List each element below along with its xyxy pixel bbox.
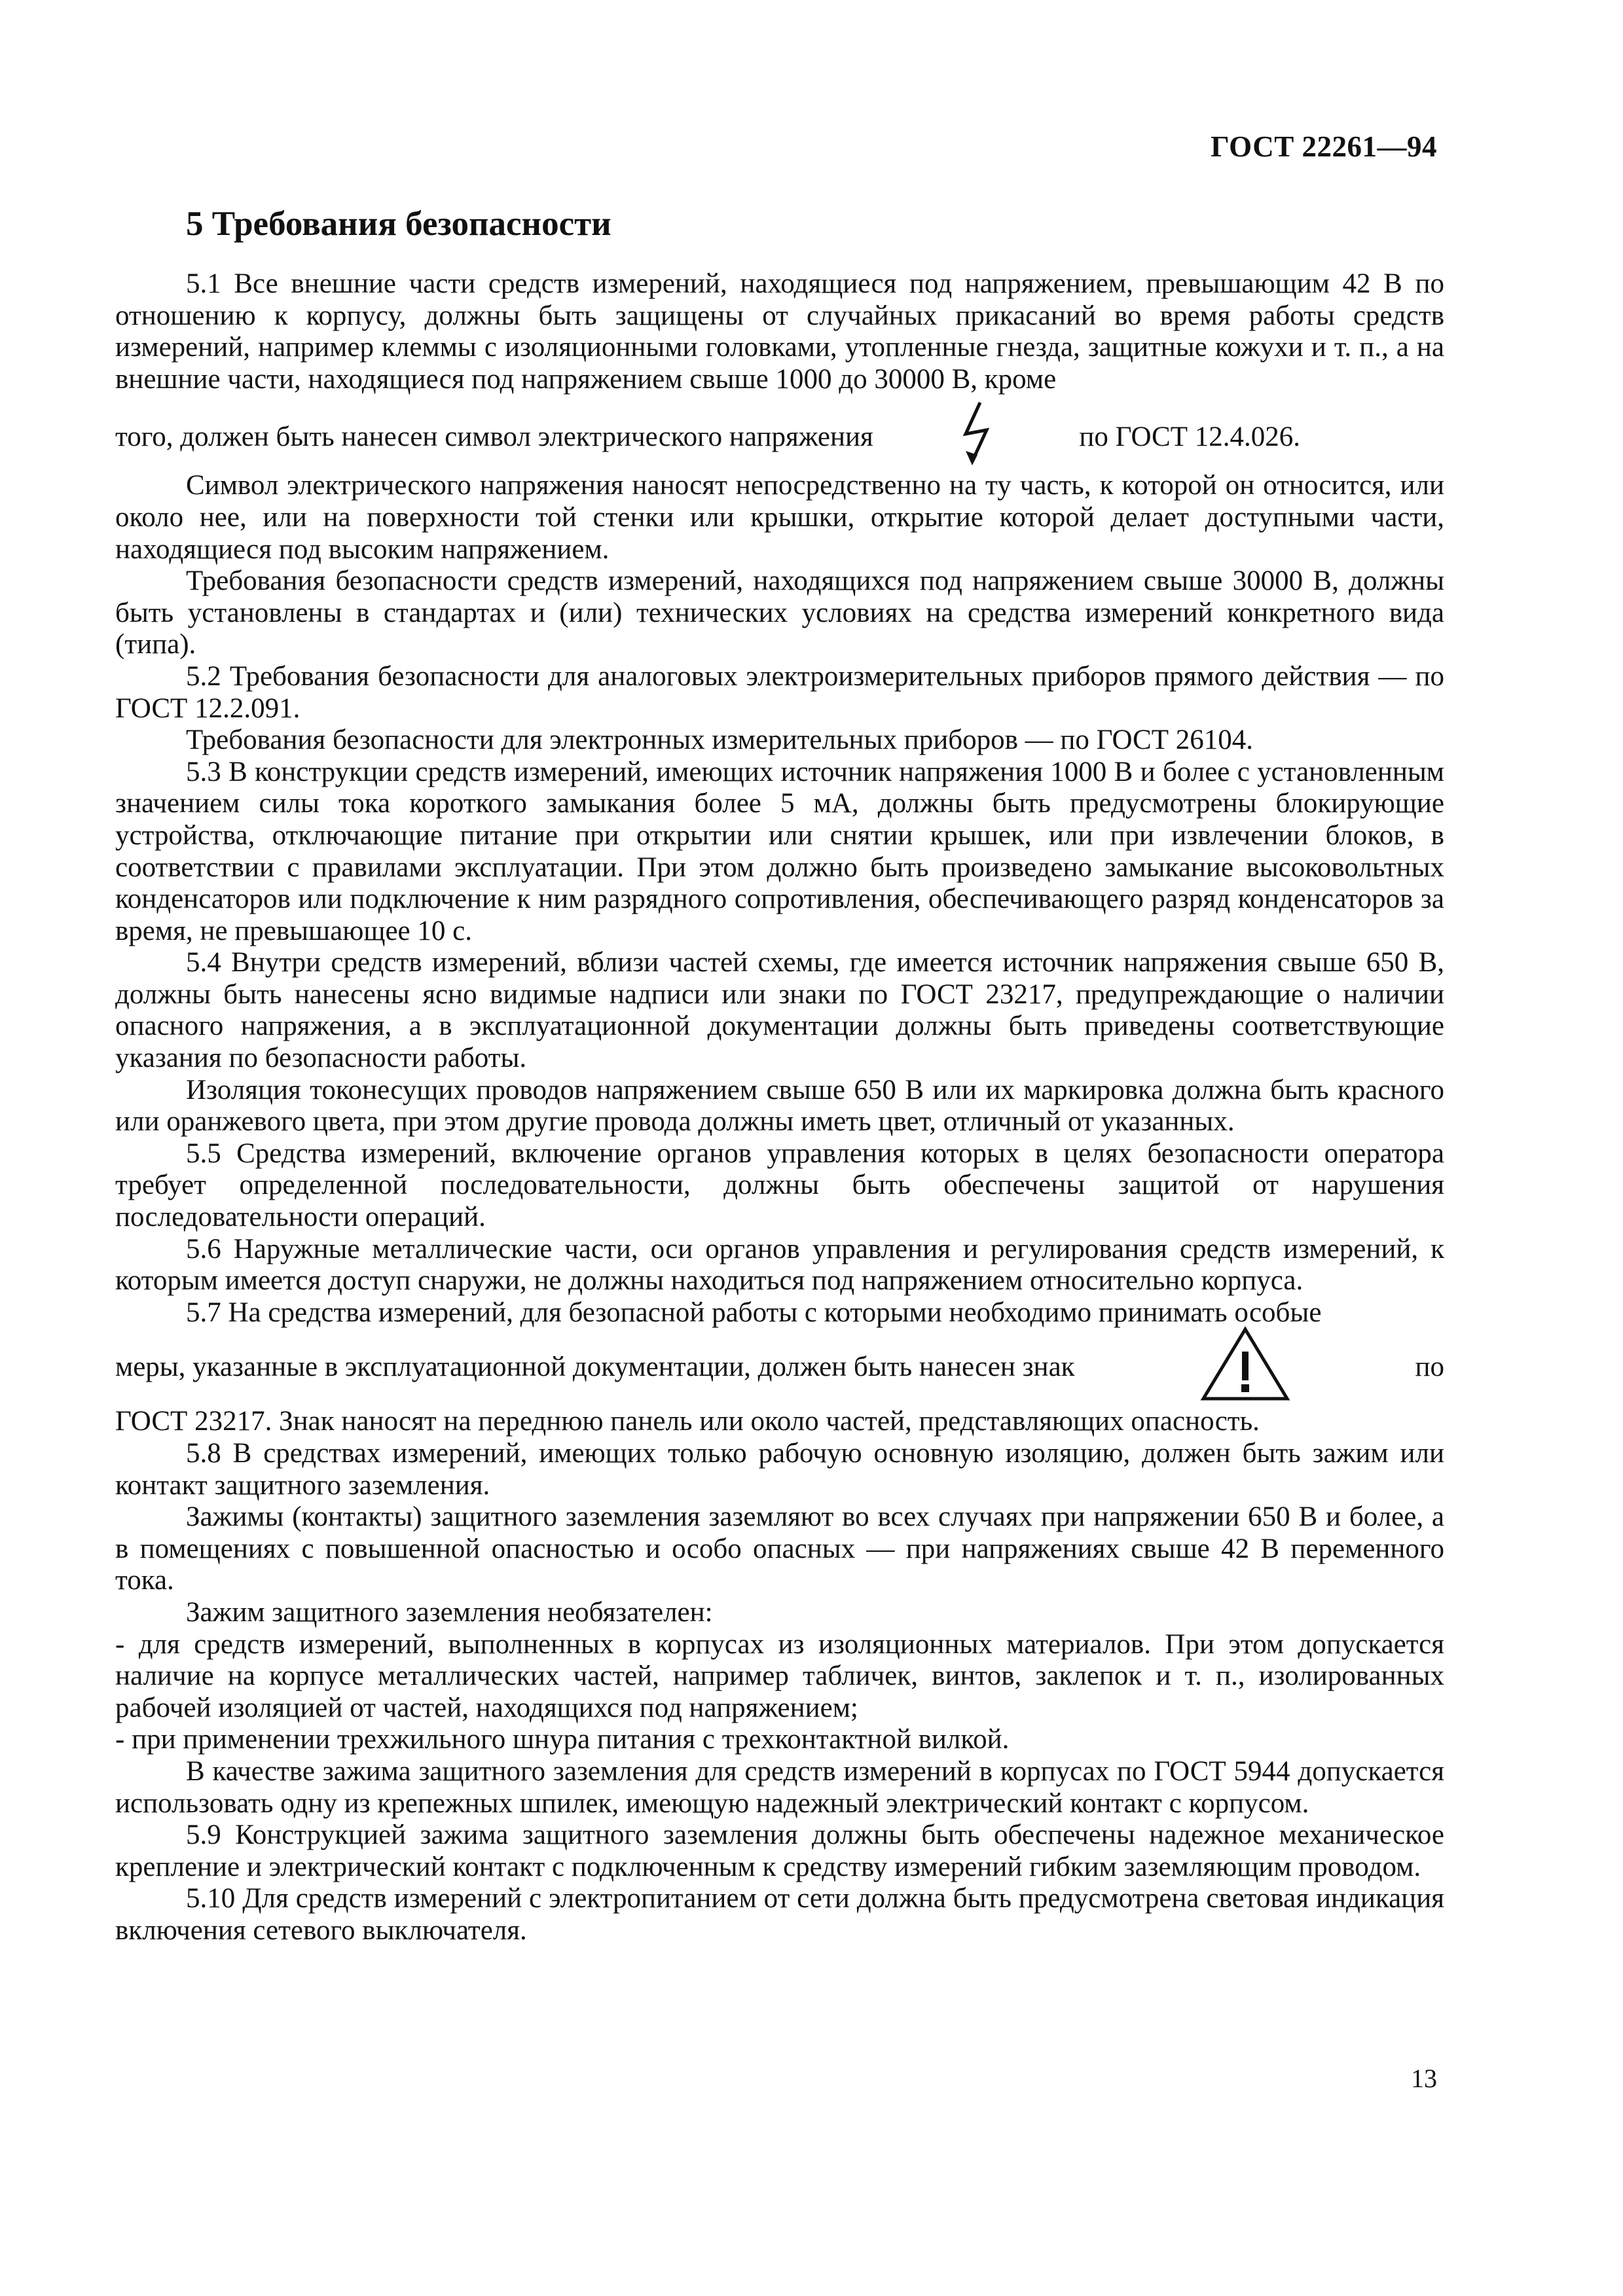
paragraph-5-2: 5.2 Требования безопасности для аналоговых электроизмерительных приборов прямого действия — по ГОСТ 12.2.091. — [115, 660, 1444, 724]
paragraph-5-4: 5.4 Внутри средств измерений, вблизи частей схемы, где имеется источник напряжения свыше 650 В, должны быть нанесены ясно видимые надписи или знаки по ГОСТ 23217, предупреждающие о наличии опасного напряжения, а в эксплуатационной документации должны быть приведены соответствующие указания по безопасности работы. — [115, 947, 1444, 1074]
paragraph-5-7-continuation: меры, указанные в эксплуатационной документации, должен быть нанесен знак — [115, 1352, 1075, 1383]
paragraph-5-7-po: по — [1415, 1352, 1444, 1383]
paragraph-voltage-symbol: Символ электрического напряжения наносят непосредственно на ту часть, к которой он относится, или около нее, или на поверхности той стенки или крышки, открытие которой делает доступными части, находящиеся под высоким напряжением. — [115, 470, 1444, 565]
paragraph-5-1-continuation: того, должен быть нанесен символ электрического напряжения — [115, 422, 873, 453]
paragraph-gost-5944: В качестве зажима защитного заземления для средств измерений в корпусах по ГОСТ 5944 допускается использовать одну из крепежных шпилек, имеющую надежный электрический контакт с корпусом. — [115, 1755, 1444, 1819]
paragraph-5-10: 5.10 Для средств измерений с электропитанием от сети должна быть предусмотрена световая индикация включения сетевого выключателя. — [115, 1883, 1444, 1946]
body-text — [115, 268, 1444, 1947]
paragraph-5-1-reference: по ГОСТ 12.4.026. — [1079, 422, 1300, 453]
list-item-insulating-case: - для средств измерений, выполненных в корпусах из изоляционных материалов. При этом допускается наличие на корпусе металлических частей, например табличек, винтов, заклепок и т. п., изолированных рабочей изоляцией от частей, находящихся под напряжением; — [115, 1628, 1444, 1723]
section-title: 5 Требования безопасности — [186, 205, 611, 243]
paragraph-grounding-clamps: Зажимы (контакты) защитного заземления заземляют во всех случаях при напряжении 650 В и более, а в помещениях с повышенной опасностью и особо опасных — при напряжениях свыше 42 В переменного тока. — [115, 1501, 1444, 1596]
warning-sign-line — [115, 1329, 1444, 1406]
paragraph-5-7: 5.7 На средства измерений, для безопасной работы с которыми необходимо принимать особые — [186, 1297, 1322, 1328]
paragraph-5-1: 5.1 Все внешние части средств измерений, находящиеся под напряжением, превышающим 42 В по отношению к корпусу, должны быть защищены от случайных прикасаний во время работы средств измерений, например клеммы с изоляционными головками, утопленные гнезда, защитные кожухи и т. п., а на внешние части, находящиеся под напряжением свыше 1000 до 30000 В, кроме — [115, 268, 1444, 395]
voltage-symbol-line — [115, 404, 1444, 470]
lightning-arrow-icon — [957, 401, 996, 475]
document-code: ГОСТ 22261—94 — [1211, 130, 1437, 163]
paragraph-wire-insulation: Изоляция токонесущих проводов напряжением свыше 650 В или их маркировка должна быть красного или оранжевого цвета, при этом другие провода должны иметь цвет, отличный от указанных. — [115, 1074, 1444, 1138]
paragraph-5-3: 5.3 В конструкции средств измерений, имеющих источник напряжения 1000 В и более с установленным значением силы тока короткого замыкания более 5 мА, должны быть предусмотрены блокирующие устройства, отключающие питание при открытии или снятии крышек, или при извлечении блоков, в соответствии с правилами эксплуатации. При этом должно быть произведено замыкание высоковольтных конденсаторов или подключение к ним разрядного сопротивления, обеспечивающего разряд конденсаторов за время, не превышающее 10 с. — [115, 756, 1444, 946]
paragraph-5-6: 5.6 Наружные металлические части, оси органов управления и регулирования средств измерений, к которым имеется доступ снаружи, не должны находиться под напряжением относительно корпуса. — [115, 1233, 1444, 1297]
paragraph-5-7-end: ГОСТ 23217. Знак наносят на переднюю панель или около частей, представляющих опасность. — [115, 1406, 1260, 1437]
paragraph-5-5: 5.5 Средства измерений, включение органов управления которых в целях безопасности оператора требует определенной последовательности, должны быть обеспечены защитой от нарушения последовательности операций. — [115, 1138, 1444, 1233]
paragraph-5-8: 5.8 В средствах измерений, имеющих только рабочую основную изоляцию, должен быть зажим или контакт защитного заземления. — [115, 1438, 1444, 1501]
paragraph-electronic-devices: Требования безопасности для электронных измерительных приборов — по ГОСТ 26104. — [186, 725, 1253, 756]
page-number: 13 — [1411, 2064, 1437, 2093]
paragraph-30000v: Требования безопасности средств измерений, находящихся под напряжением свыше 30000 В, должны быть установлены в стандартах и (или) технических условиях на средства измерений конкретного вида (типа). — [115, 565, 1444, 660]
warning-triangle-icon — [1199, 1325, 1291, 1410]
list-item-three-wire-cord: - при применении трехжильного шнура питания с трехконтактной вилкой. — [115, 1724, 1010, 1755]
paragraph-5-9: 5.9 Конструкцией зажима защитного заземления должны быть обеспечены надежное механическое крепление и электрический контакт с подключенным к средству измерений гибким заземляющим проводом. — [115, 1820, 1444, 1882]
paragraph-clamp-optional: Зажим защитного заземления необязателен: — [186, 1596, 713, 1628]
